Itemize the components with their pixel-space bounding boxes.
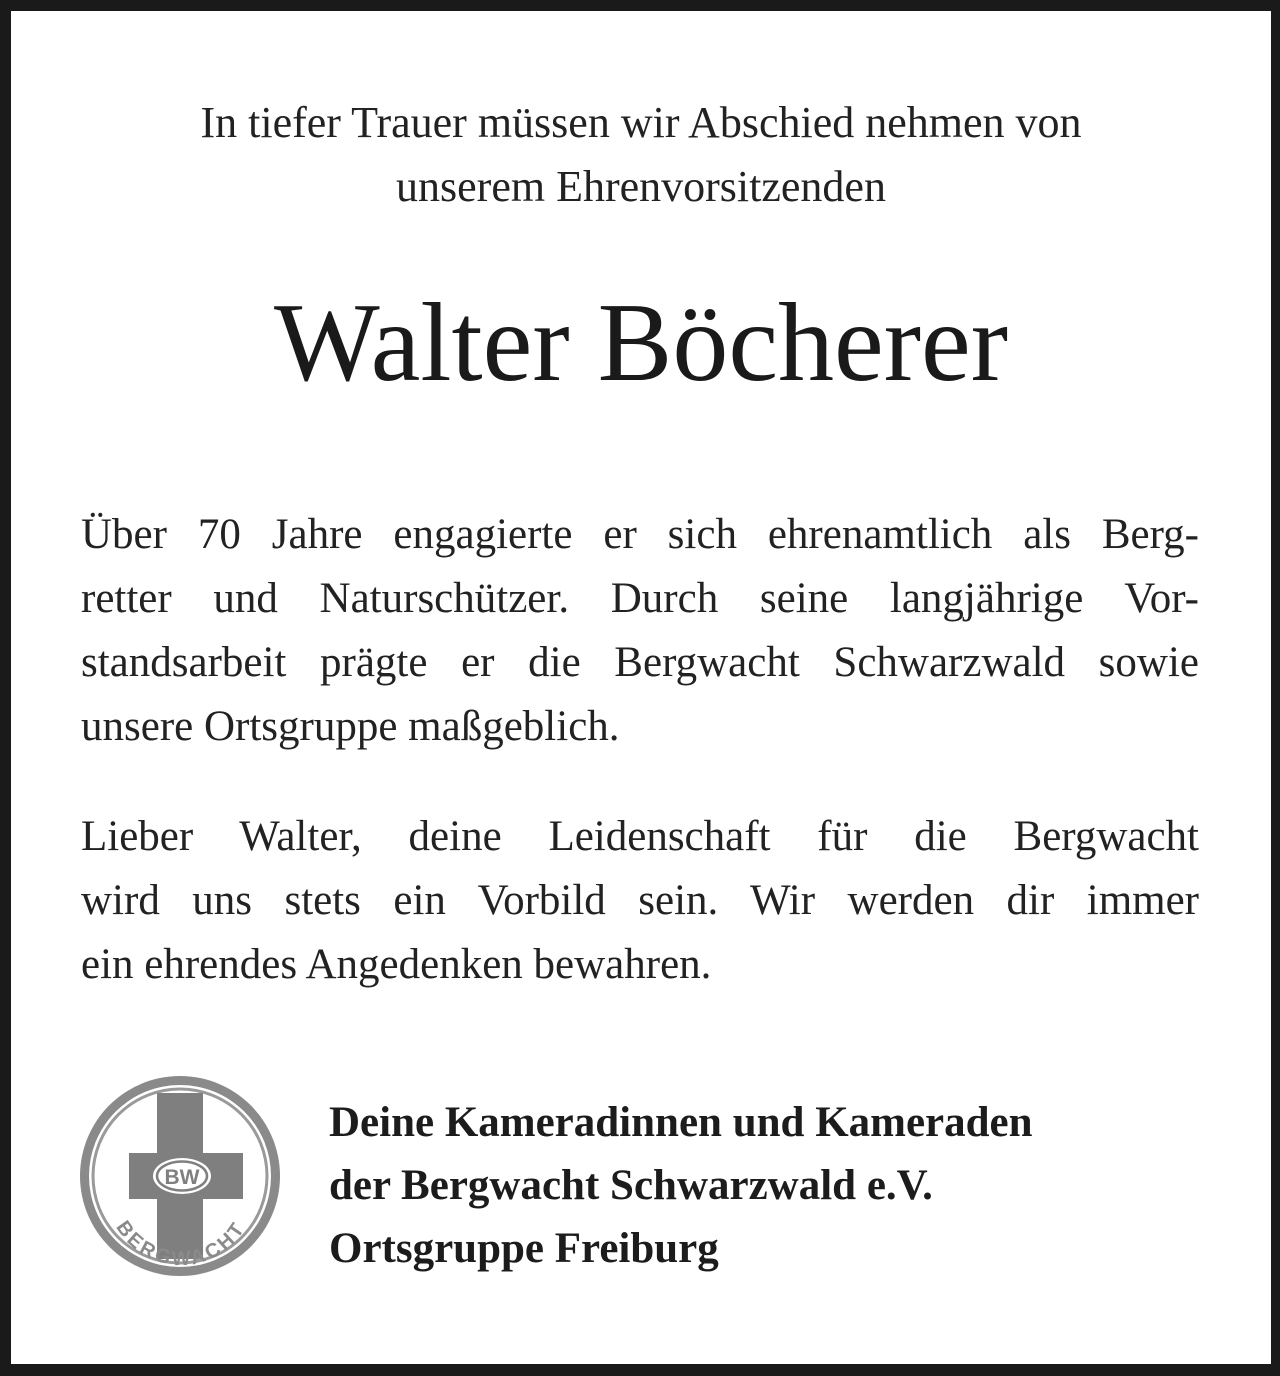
intro-line: In tiefer Trauer müssen wir Abschied nehmen von	[200, 98, 1082, 147]
paragraph-line: wird uns stets ein Vorbild sein. Wir werden dir immer	[81, 877, 1199, 924]
deceased-name: Walter Böcherer	[273, 281, 1009, 405]
paragraph-line: Lieber Walter, deine Leidenschaft für die Bergwacht	[81, 813, 1199, 860]
paragraph-line: standsarbeit prägte er die Bergwacht Schwarzwald sowie	[81, 639, 1199, 686]
logo-badge-text: BW	[164, 1166, 200, 1189]
signature-line: Ortsgruppe Freiburg	[329, 1225, 719, 1272]
signature-line: Deine Kameradinnen und Kameraden	[329, 1099, 1033, 1146]
paragraph-line: unsere Ortsgruppe maßgeblich.	[81, 703, 620, 750]
intro-text	[11, 91, 1271, 219]
tribute-paragraph	[81, 503, 1199, 759]
logo-graphic	[77, 1073, 283, 1279]
paragraph-line: Über 70 Jahre engagierte er sich ehrenamtlich als Berg-	[81, 511, 1199, 558]
intro-line: unserem Ehrenvorsitzenden	[396, 162, 886, 211]
logo-ring-textpath: BERGWACHT	[111, 1216, 251, 1271]
bergwacht-cross-logo-icon	[77, 1073, 283, 1279]
farewell-paragraph	[81, 805, 1199, 997]
signature-line: der Bergwacht Schwarzwald e.V.	[329, 1162, 933, 1209]
paragraph-line: ein ehrendes Angedenken bewahren.	[81, 941, 712, 988]
signature-block	[329, 1091, 1033, 1280]
paragraph-line: retter und Naturschützer. Durch seine langjährige Vor-	[81, 575, 1199, 622]
